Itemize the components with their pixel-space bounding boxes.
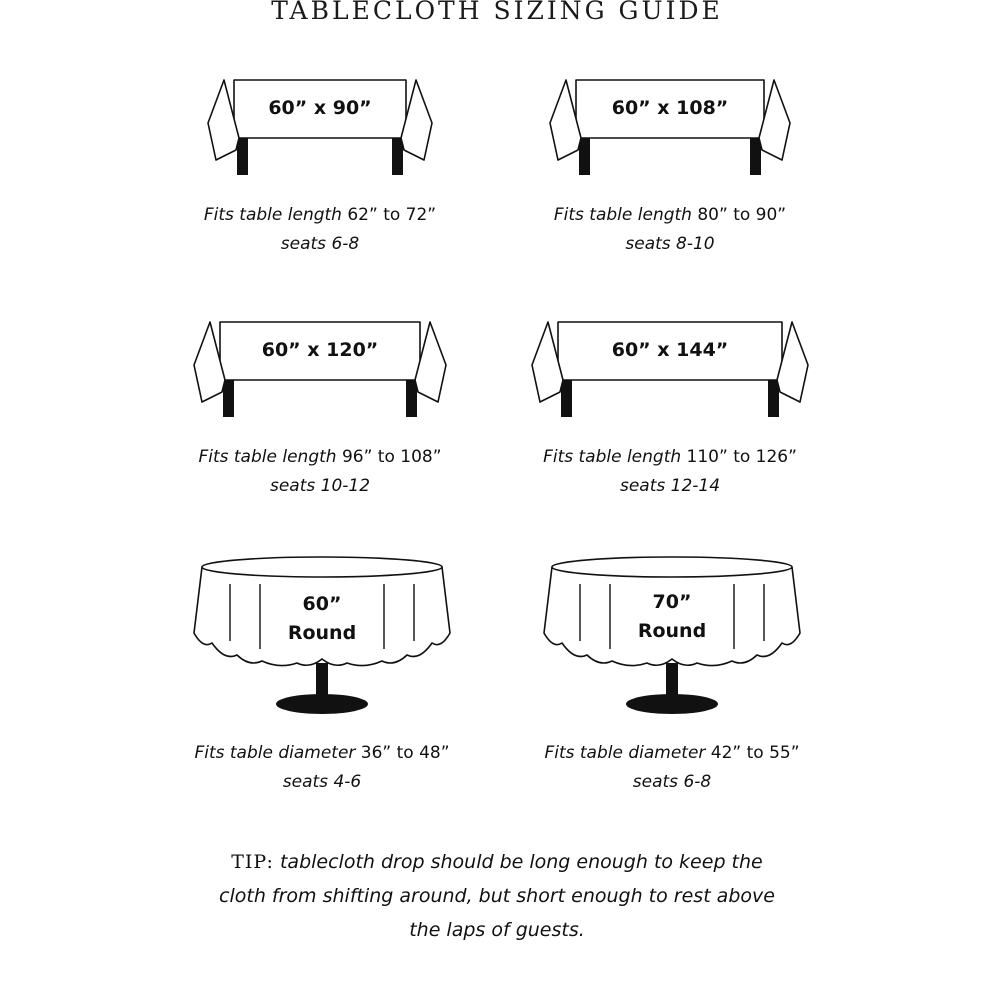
rectangular-table-icon (150, 60, 490, 190)
seats: seats 6-8 (280, 234, 360, 254)
card-60x108 (500, 60, 840, 260)
fits-label: Fits table diameter (194, 743, 356, 763)
tip-line-2: cloth from shifting around, but short enough to rest above (219, 885, 775, 907)
range: 62” to 72” (347, 205, 437, 225)
card-60x90 (150, 60, 490, 260)
tip-line-1: tablecloth drop should be long enough to keep the (279, 851, 763, 873)
table-leg (237, 138, 248, 175)
card-60x144 (500, 302, 840, 502)
fits-label: Fits table diameter (544, 743, 706, 763)
seats: seats 10-12 (269, 476, 371, 496)
size-label: 60” (302, 593, 342, 615)
table-leg (223, 380, 234, 417)
base (626, 694, 718, 714)
round-top (202, 557, 442, 577)
size-label: 60” x 108” (611, 97, 729, 119)
round-top (552, 557, 792, 577)
table-leg (406, 380, 417, 417)
tip-text (150, 845, 844, 947)
range: 80” to 90” (697, 205, 787, 225)
table-leg (392, 138, 403, 175)
range: 36” to 48” (360, 743, 450, 763)
tip-line-3: the laps of guests. (409, 919, 585, 941)
rectangular-table-icon (500, 60, 840, 190)
fits-label: Fits table length (553, 205, 692, 225)
card-60-round (152, 550, 492, 800)
seats: seats 4-6 (282, 772, 362, 792)
table-leg (768, 380, 779, 417)
table-leg (561, 380, 572, 417)
table-leg (750, 138, 761, 175)
tip-label: TIP: (231, 851, 274, 873)
range: 42” to 55” (710, 743, 800, 763)
size-label: 60” x 90” (268, 97, 372, 119)
card-70-round (502, 550, 842, 800)
size-label: 70” (652, 591, 692, 613)
range: 96” to 108” (341, 447, 442, 467)
page-title: TABLECLOTH SIZING GUIDE (271, 0, 723, 25)
pedestal (666, 663, 678, 697)
seats: seats 8-10 (625, 234, 715, 254)
fits-label: Fits table length (198, 447, 337, 467)
rectangular-table-icon (500, 302, 840, 432)
shape-label: Round (637, 620, 707, 642)
fits-label: Fits table length (543, 447, 682, 467)
seats: seats 12-14 (619, 476, 721, 496)
size-label: 60” x 120” (261, 339, 379, 361)
size-label: 60” x 144” (611, 339, 729, 361)
fits-label: Fits table length (203, 205, 342, 225)
shape-label: Round (287, 622, 357, 644)
base (276, 694, 368, 714)
card-60x120 (150, 302, 490, 502)
seats: seats 6-8 (632, 772, 712, 792)
rectangular-table-icon (150, 302, 490, 432)
range: 110” to 126” (686, 447, 797, 467)
pedestal (316, 663, 328, 697)
table-leg (579, 138, 590, 175)
